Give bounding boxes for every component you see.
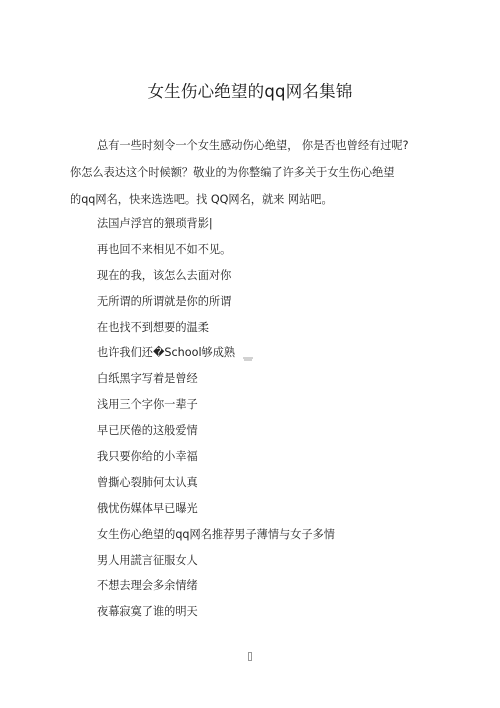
list-item: 法国卢浮宫的猥琐背影| [97,217,213,230]
intro-line-3: 的qq网名，快来选选吧。找 QQ网名，就来 网站吧。 [70,193,333,206]
intro-line-2: 你怎么表达这个时候额？敬业的为你整编了许多关于女生伤心绝望 [70,166,395,179]
list-item: 男人用謊言征服女人 [97,553,198,567]
list-item: 早已厌倦的这般爱情 [97,424,198,438]
document-title: 女生伤心绝望的qq网名集锦 [147,82,353,101]
list-item: 浅用三个字你一辈子 [97,398,198,412]
list-item: 白纸黑字写着是曾经 [97,372,198,386]
list-item: 夜幕寂寞了谁的明天 [97,605,198,619]
name-list [97,217,335,631]
list-item: 也许我们还�School够成熟 [97,346,236,360]
list-item: 曾撕心裂肺何太认真 [97,475,198,489]
list-item: 现在的我，该怎么去面对你 [97,268,232,282]
list-item: 我只要你给的小幸福 [97,450,198,464]
page-marker-icon [248,652,252,661]
list-item: 在也找不到想要的温柔 [97,320,209,334]
intro-line-1: 总有一些时刻令一个女生感动伤心绝望， 你是否也曾经有过呢? [97,139,409,152]
list-item: 再也回不来相见不如不见。 [97,242,232,256]
list-item: 俄忧伤媒体早已曝光 [97,501,198,515]
scribble-mark [242,356,254,362]
list-item: 无所谓的所谓就是你的所谓 [97,294,232,308]
list-item: 不想去理会多余情绪 [97,579,198,593]
list-item: 女生伤心绝望的qq网名推荐男子薄情与女子多情 [97,527,335,541]
